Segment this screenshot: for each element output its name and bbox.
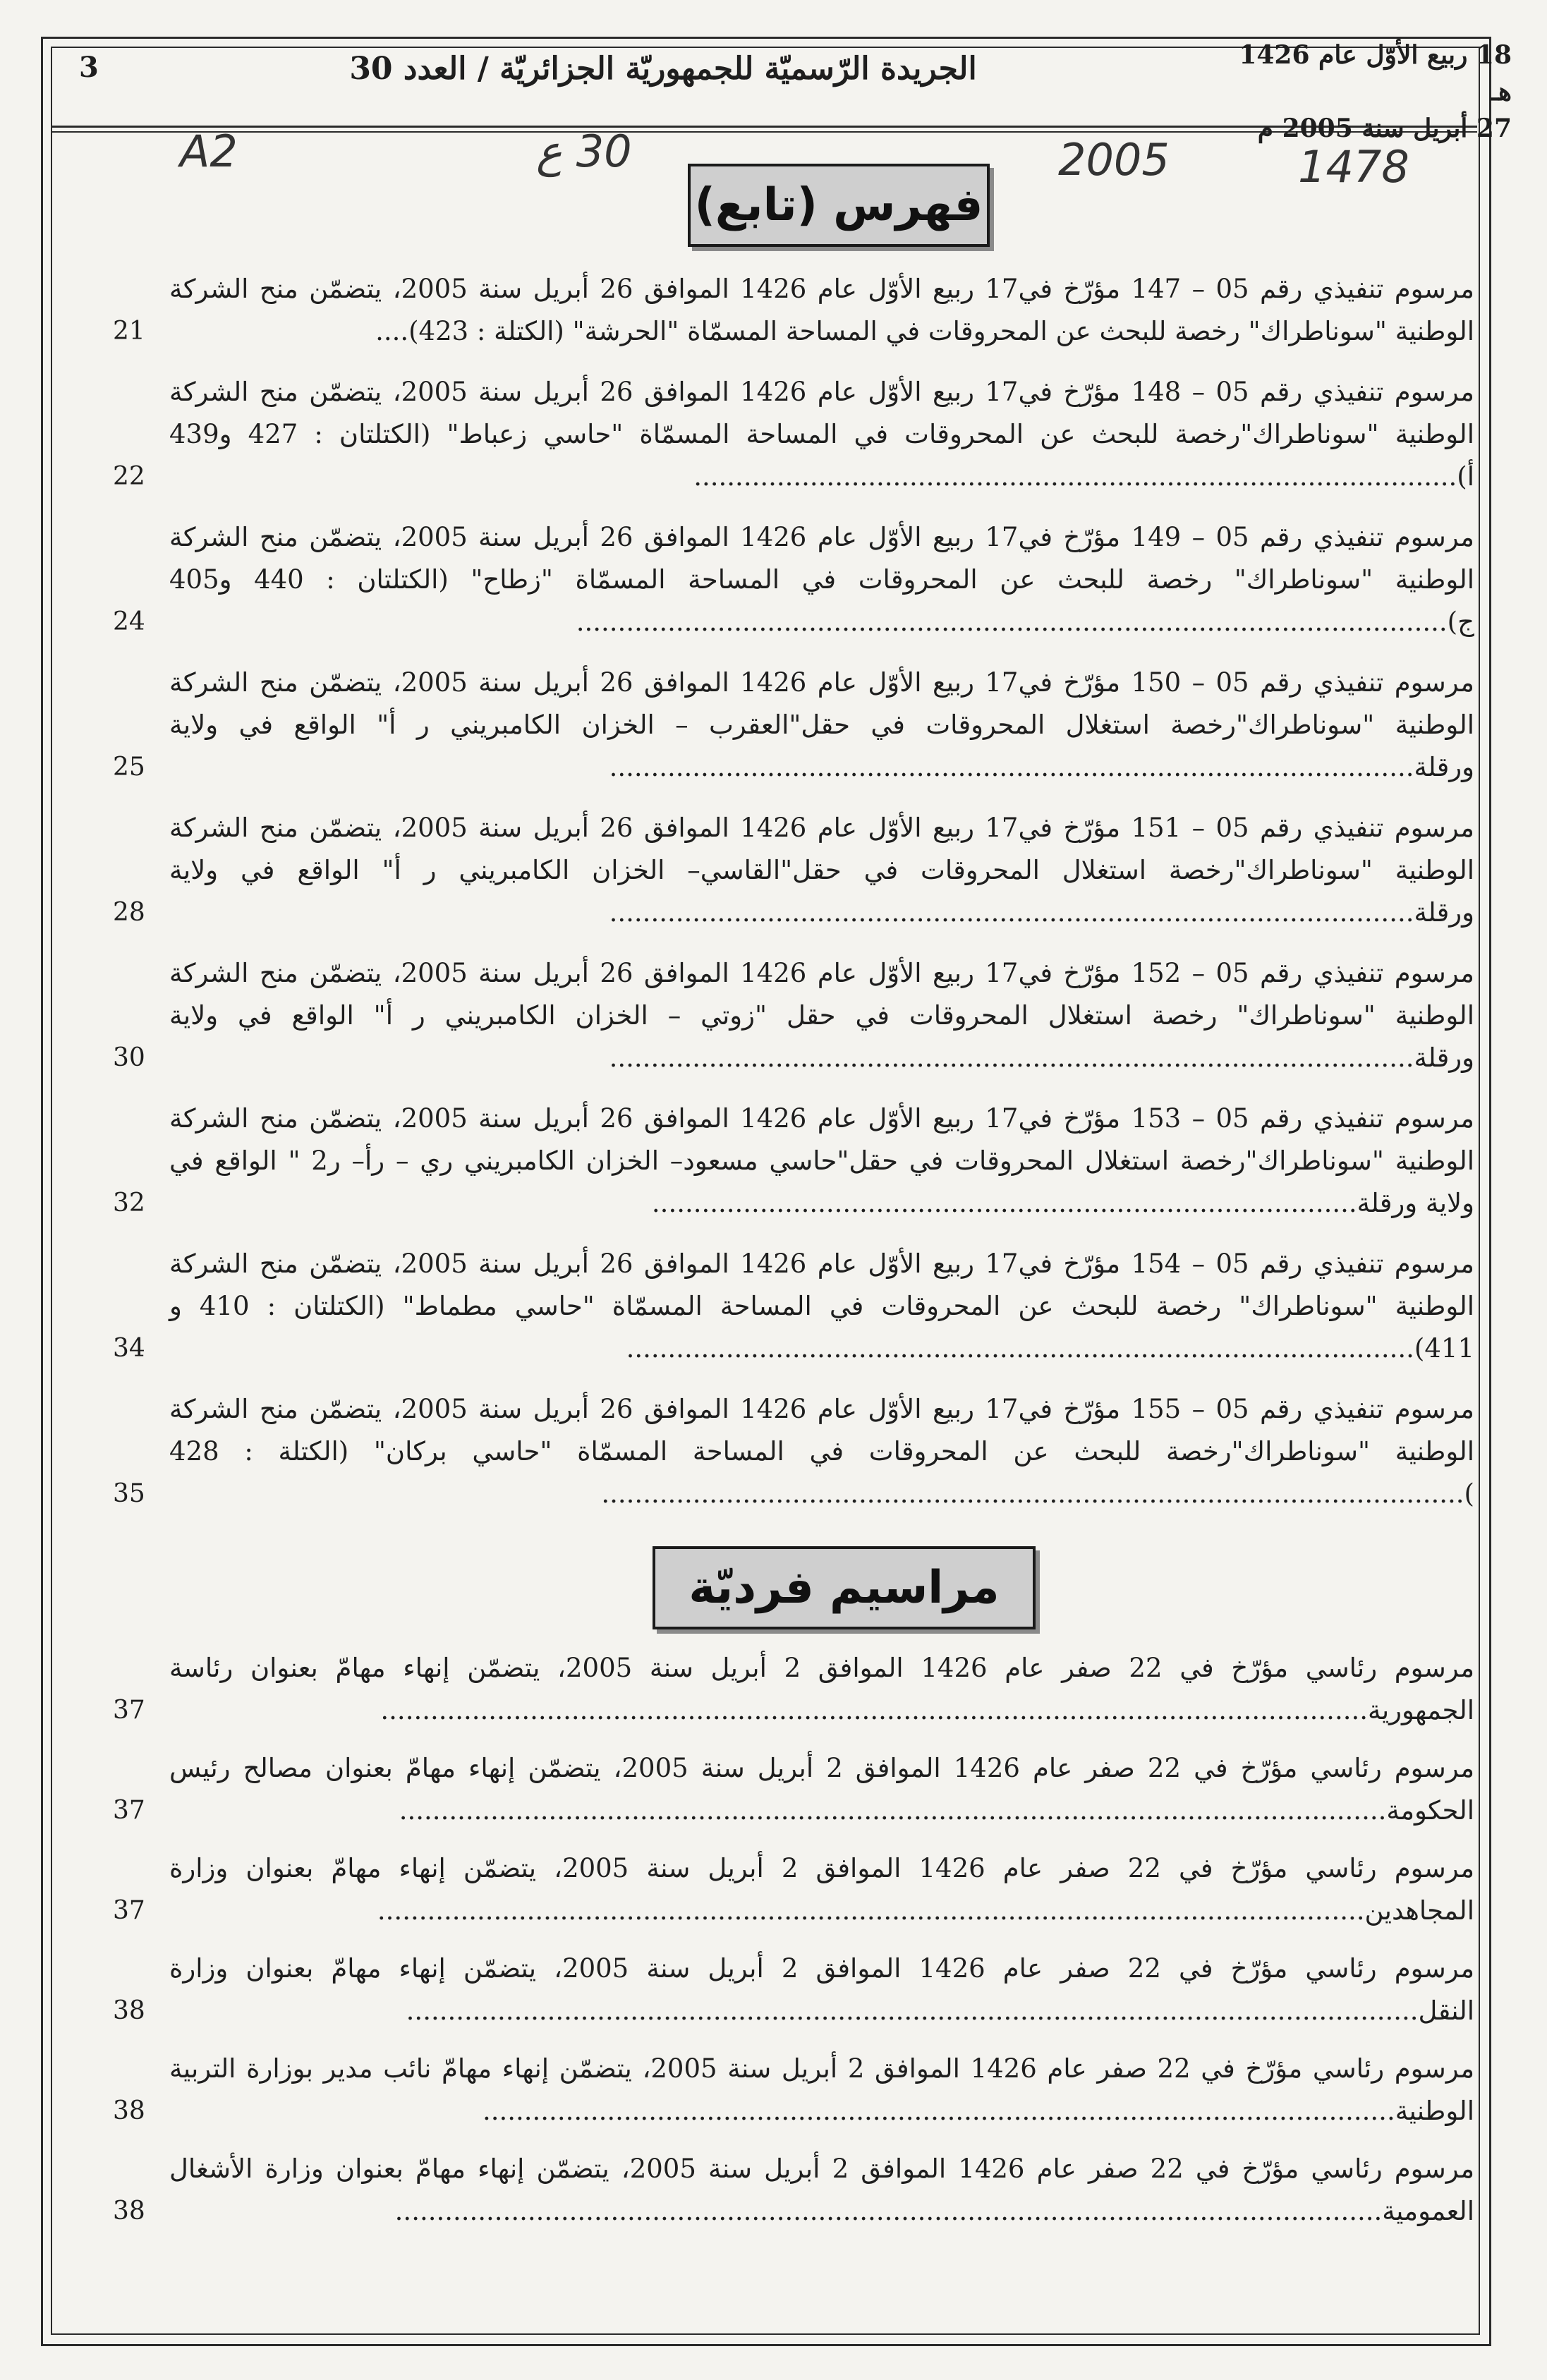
- toc-entry-text: مرسوم تنفيذي رقم 05 – 153 مؤرّخ في17 ربيع الأوّل عام 1426 الموافق 26 أبريل سنة 2005، يتضمّن منح الشركة الوطنية "سوناطراك"رخصة استغلال المحروقات في حقل"حاسي مسعود– الخزان الكامبريني ري – رأ– ر2 " الواقع في ولاية ورقلة.....................................................................................: [169, 1103, 1475, 1218]
- toc-entry-text: مرسوم رئاسي مؤرّخ في 22 صفر عام 1426 الموافق 2 أبريل سنة 2005، يتضمّن إنهاء مهامّ بعنوان وزارة المجاهدين.......................................................................................................................: [169, 1853, 1475, 1926]
- index-section-title: فهرس (تابع): [694, 179, 983, 231]
- toc-entry: [113, 1747, 1474, 1832]
- toc-entry-text: مرسوم تنفيذي رقم 05 – 150 مؤرّخ في17 ربيع الأوّل عام 1426 الموافق 26 أبريل سنة 2005، يتضمّن منح الشركة الوطنية "سوناطراك"رخصة استغلال المحروقات في حقل"العقرب – الخزان الكامبريني ر أ" الواقع في ولاية ورقلة.................................................................................................: [169, 667, 1475, 782]
- toc-entry-page-number: 21: [113, 317, 145, 346]
- toc-entry-text: مرسوم تنفيذي رقم 05 – 152 مؤرّخ في17 ربيع الأوّل عام 1426 الموافق 26 أبريل سنة 2005، يتضمّن منح الشركة الوطنية "سوناطراك" رخصة استغلال المحروقات في حقل "زوتي – الخزان الكامبريني ر أ" الواقع في ولاية ورقلة.................................................................................................: [169, 958, 1475, 1073]
- toc-entry-text: مرسوم رئاسي مؤرّخ في 22 صفر عام 1426 الموافق 2 أبريل سنة 2005، يتضمّن إنهاء مهامّ بعنوان وزارة الأشغال العمومية.......................................................................................................................: [169, 2154, 1475, 2226]
- toc-entry-page-number: 25: [113, 753, 145, 782]
- toc-entry-page-number: 37: [113, 1896, 145, 1925]
- toc-entry-text: مرسوم رئاسي مؤرّخ في 22 صفر عام 1426 الموافق 2 أبريل سنة 2005، يتضمّن إنهاء مهامّ بعنوان وزارة النقل..........................................................................................................................: [169, 1953, 1475, 2026]
- handwritten-note-number: 1478: [1298, 141, 1409, 193]
- toc-entry-page-number: 38: [113, 2096, 145, 2125]
- toc-entry-page-number: 34: [113, 1334, 145, 1363]
- handwritten-note-30: 30 ع: [536, 126, 632, 177]
- toc-entry-page-number: 30: [113, 1043, 145, 1072]
- page-number: 3: [79, 51, 99, 84]
- toc-entry: [113, 1847, 1474, 1932]
- toc-entry-page-number: 28: [113, 898, 145, 927]
- toc-entry: [113, 371, 1474, 498]
- handwritten-note-a2: A2: [180, 126, 238, 177]
- decrees-entries-list: [113, 1647, 1474, 2248]
- toc-entry: [113, 952, 1474, 1079]
- decrees-section-title: مراسيم فرديّة: [688, 1562, 1000, 1614]
- handwritten-note-year: 2005: [1058, 134, 1170, 186]
- index-section-heading: [688, 164, 990, 247]
- toc-entry: [113, 2148, 1474, 2233]
- toc-entry-text: مرسوم تنفيذي رقم 05 – 147 مؤرّخ في17 ربيع الأوّل عام 1426 الموافق 26 أبريل سنة 2005، يتضمّن منح الشركة الوطنية "سوناطراك" رخصة للبحث عن المحروقات في المساحة المسمّاة "الحرشة" (الكتلة : 423)....: [169, 274, 1475, 346]
- toc-entry: [113, 807, 1474, 934]
- toc-entry: [113, 662, 1474, 789]
- date-block: [1215, 37, 1512, 147]
- toc-entry-text: مرسوم تنفيذي رقم 05 – 155 مؤرّخ في17 ربيع الأوّل عام 1426 الموافق 26 أبريل سنة 2005، يتضمّن منح الشركة الوطنية "سوناطراك"رخصة للبحث عن المحروقات في المساحة المسمّاة "حاسي بركان" (الكتلة : 428 )........................................................................................................: [169, 1394, 1475, 1509]
- gregorian-date: 27 أبريل سنة 2005 م: [1257, 114, 1512, 143]
- toc-entry-page-number: 32: [113, 1189, 145, 1218]
- toc-entry-page-number: 35: [113, 1479, 145, 1508]
- journal-title: الجريدة الرّسميّة للجمهوريّة الجزائريّة / العدد 30: [349, 51, 977, 87]
- toc-entry: [113, 2048, 1474, 2132]
- toc-entry-page-number: 22: [113, 462, 145, 491]
- toc-entry-page-number: 38: [113, 1996, 145, 2025]
- toc-entry-text: مرسوم تنفيذي رقم 05 – 154 مؤرّخ في17 ربيع الأوّل عام 1426 الموافق 26 أبريل سنة 2005، يتضمّن منح الشركة الوطنية "سوناطراك" رخصة للبحث عن المحروقات في المساحة المسمّاة "حاسي مطماط" (الكتلتان : 410 و 411)...............................................................................................: [169, 1249, 1475, 1364]
- toc-entry: [113, 1948, 1474, 2032]
- toc-entry: [113, 1098, 1474, 1225]
- toc-entry: [113, 1388, 1474, 1515]
- toc-entry-text: مرسوم رئاسي مؤرّخ في 22 صفر عام 1426 الموافق 2 أبريل سنة 2005، يتضمّن إنهاء مهامّ بعنوان مصالح رئيس الحكومة.......................................................................................................................: [169, 1753, 1475, 1826]
- hijri-date: 18 ربيع الأوّل عام 1426 هـ: [1239, 40, 1512, 107]
- toc-entry-text: مرسوم تنفيذي رقم 05 – 151 مؤرّخ في17 ربيع الأوّل عام 1426 الموافق 26 أبريل سنة 2005، يتضمّن منح الشركة الوطنية "سوناطراك"رخصة استغلال المحروقات في حقل"القاسي– الخزان الكامبريني ر أ" الواقع في ولاية ورقلة.................................................................................................: [169, 813, 1475, 928]
- index-entries-list: [113, 268, 1474, 1534]
- toc-entry-text: مرسوم رئاسي مؤرّخ في 22 صفر عام 1426 الموافق 2 أبريل سنة 2005، يتضمّن إنهاء مهامّ نائب مدير بوزارة التربية الوطنية..............................................................................................................: [169, 2053, 1475, 2126]
- toc-entry: [113, 268, 1474, 353]
- toc-entry-page-number: 38: [113, 2197, 145, 2226]
- toc-entry-text: مرسوم تنفيذي رقم 05 – 149 مؤرّخ في17 ربيع الأوّل عام 1426 الموافق 26 أبريل سنة 2005، يتضمّن منح الشركة الوطنية "سوناطراك" رخصة للبحث عن المحروقات في المساحة المسمّاة "زطاح" (الكتلتان : 440 و405 ج).........................................................................................................: [169, 522, 1475, 637]
- toc-entry-text: مرسوم تنفيذي رقم 05 – 148 مؤرّخ في17 ربيع الأوّل عام 1426 الموافق 26 أبريل سنة 2005، يتضمّن منح الشركة الوطنية "سوناطراك"رخصة للبحث عن المحروقات في المساحة المسمّاة "حاسي زعباط" (الكتلتان : 427 و439 أ)............................................................................................: [169, 377, 1475, 492]
- toc-entry-text: مرسوم رئاسي مؤرّخ في 22 صفر عام 1426 الموافق 2 أبريل سنة 2005، يتضمّن إنهاء مهامّ بعنوان رئاسة الجمهورية.......................................................................................................................: [169, 1653, 1475, 1725]
- decrees-section-heading: [653, 1546, 1036, 1629]
- toc-entry-page-number: 24: [113, 607, 145, 636]
- toc-entry: [113, 516, 1474, 643]
- toc-entry-page-number: 37: [113, 1796, 145, 1825]
- toc-entry: [113, 1243, 1474, 1370]
- toc-entry-page-number: 37: [113, 1696, 145, 1725]
- toc-entry: [113, 1647, 1474, 1732]
